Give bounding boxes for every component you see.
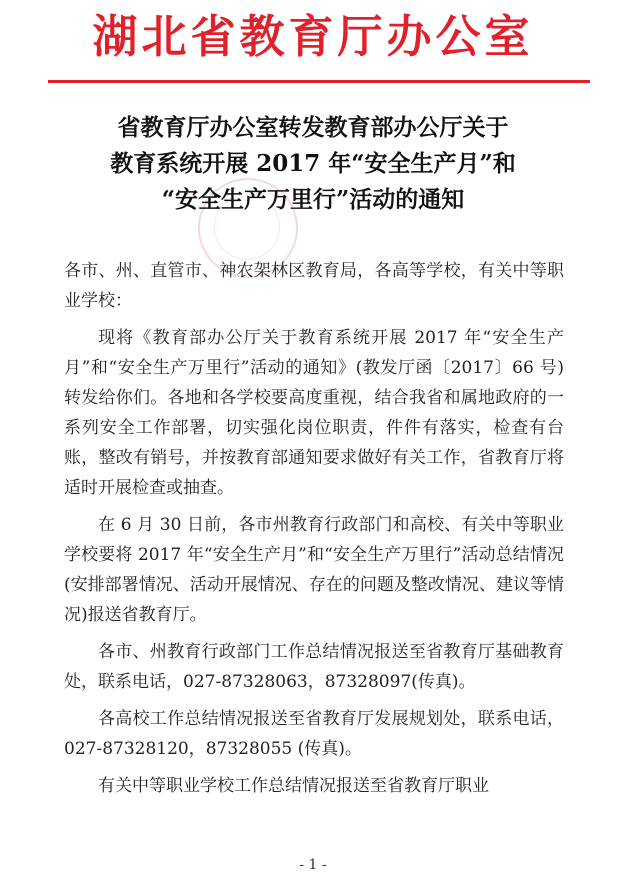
- paragraph-vocational-contact: 有关中等职业学校工作总结情况报送至省教育厅职业: [98, 776, 489, 796]
- paragraph-deadline: 在 6 月 30 日前，各市州教育行政部门和高校、有关中等职业学校要将 2017 年“安全生产月”和“安全生产万里行”活动总结情况(安排部署情况、活动开展情况、存在的问题及整改情况、建议等情况)报送省教育厅。: [64, 515, 564, 625]
- document-body: [64, 256, 564, 808]
- page-number: - 1 -: [299, 857, 327, 873]
- paragraph-city-contact: 各市、州教育行政部门工作总结情况报送至省教育厅基础教育处，联系电话，027-87328063，87328097(传真)。: [64, 642, 564, 692]
- document-title: [0, 110, 626, 218]
- paragraph-forwarding: 现将《教育部办公厅关于教育系统开展 2017 年“安全生产月”和“安全生产万里行”活动的通知》(教发厅函〔2017〕66 号) 转发给你们。各地和各学校要高度重视，结合我省和属地政府的一系列安全工作部署，切实强化岗位职责，件件有落实，检查有台账，整改有销号，并按教育部通知要求做好有关工作，省教育厅将适时开展检查或抽查。: [64, 328, 564, 498]
- paragraph-university-contact: 各高校工作总结情况报送至省教育厅发展规划处，联系电话，027-87328120，87328055 (传真)。: [64, 709, 564, 759]
- title-line-3: “安全生产万里行”活动的通知: [161, 186, 465, 213]
- salutation: 各市、州、直管市、神农架林区教育局，各高等学校，有关中等职业学校：: [64, 261, 564, 311]
- title-line-1: 省教育厅办公室转发教育部办公厅关于: [117, 114, 509, 141]
- title-line-2: 教育系统开展 2017 年“安全生产月”和: [110, 150, 516, 177]
- agency-letterhead: 湖北省教育厅办公室: [92, 10, 534, 63]
- letterhead-divider: [48, 80, 590, 83]
